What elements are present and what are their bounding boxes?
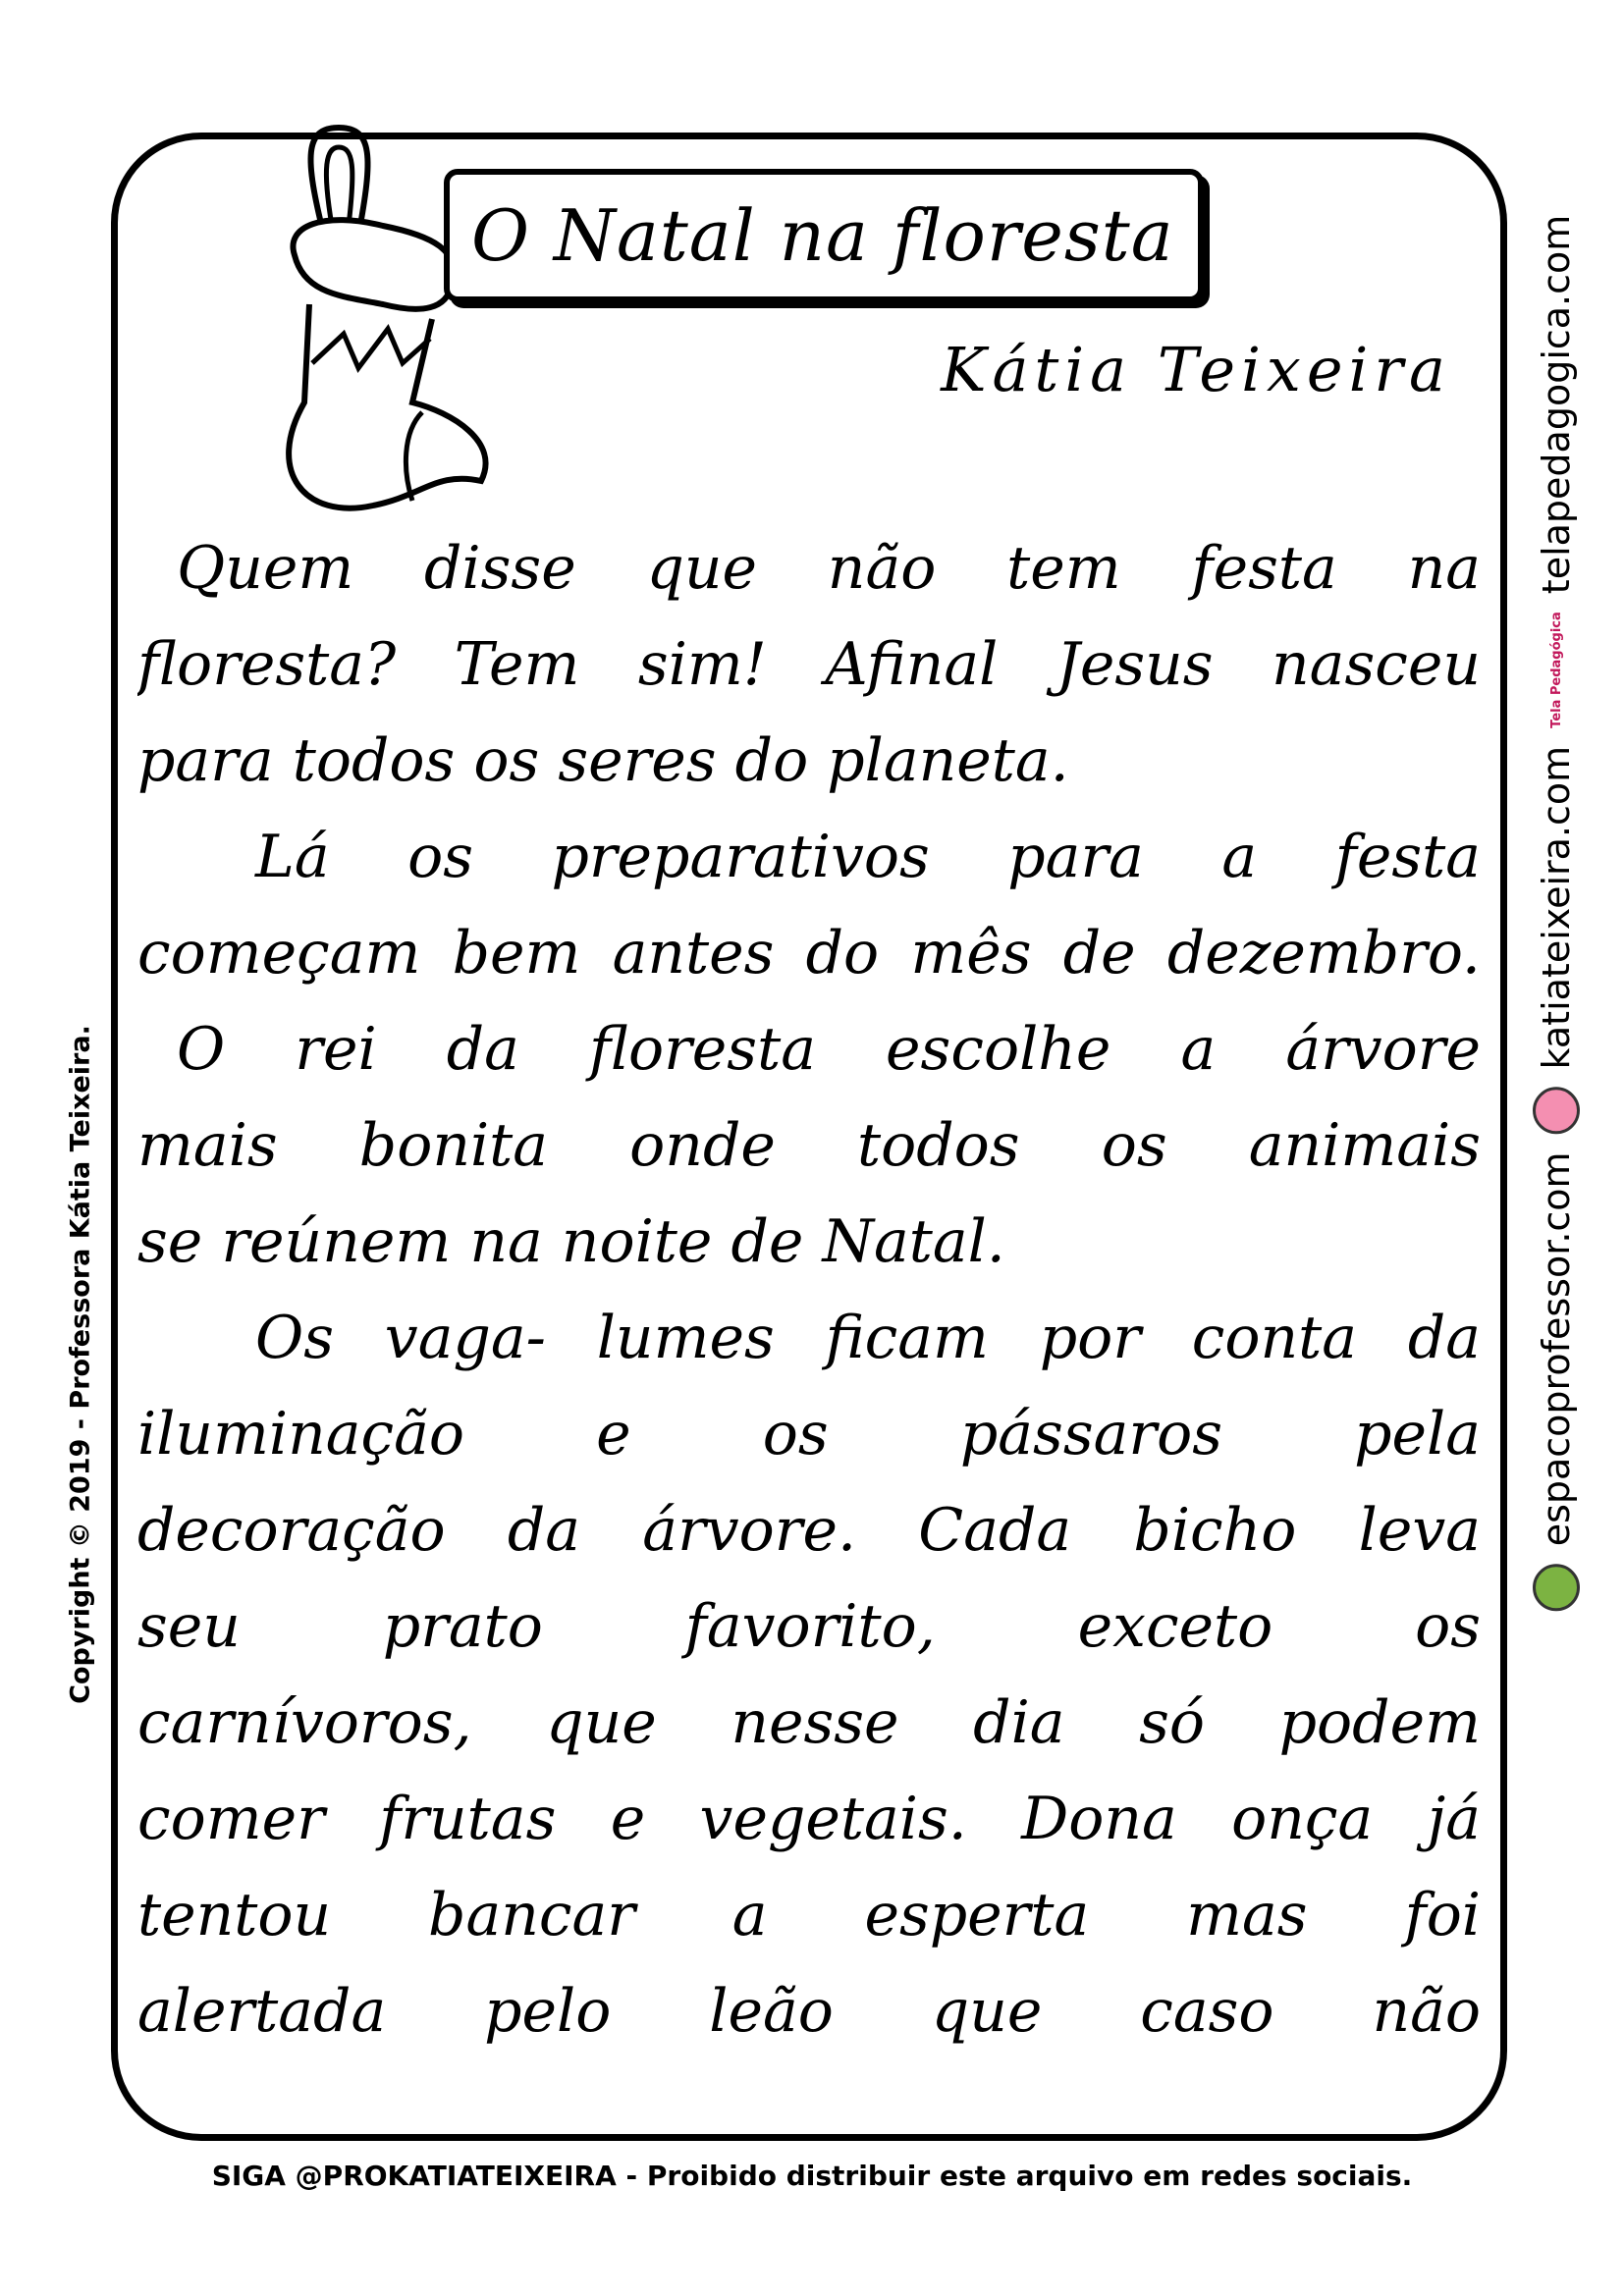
text-line: começam bem antes do mês de dezembro. [137,919,1481,988]
text-line: mais bonita onde todos os animais [137,1111,1481,1180]
telapedagogica-logo: Tela Pedagógica [1548,612,1564,728]
site-espacoprofessor[interactable]: espacoprofessor.com [1535,1151,1578,1547]
text-line: iluminação e os pássaros pela [137,1400,1481,1468]
espacoprofessor-logo-icon [1533,1564,1580,1611]
text-line: para todos os seres do planeta. [137,726,1069,795]
footer-notice: SIGA @PROKATIATEIXEIRA - Proibido distribuir este arquivo em redes sociais. [211,2160,1413,2192]
story-author: Kátia Teixeira [941,334,1451,405]
title-box [444,169,1204,302]
text-line: tentou bancar a esperta mas foi [137,1881,1481,1949]
site-telapedagogica[interactable]: telapedagogica.com [1535,214,1578,595]
text-line: floresta? Tem sim! Afinal Jesus nasceu [137,630,1481,699]
copyright-notice [59,1021,102,1708]
text-line: comer frutas e vegetais. Dona onça já [137,1785,1481,1853]
text-line: Quem disse que não tem festa na [177,534,1481,603]
text-line: carnívoros, que nesse dia só podem [137,1688,1481,1757]
text-line: Lá os preparativos para a festa [255,823,1481,891]
text-line: alertada pelo leão que caso não [137,1977,1481,2046]
katiateixeira-logo-icon [1533,1087,1580,1134]
text-line: se reúnem na noite de Natal. [137,1207,1005,1276]
text-line: seu prato favorito, exceto os [137,1592,1481,1661]
text-line: decoração da árvore. Cada bicho leva [137,1496,1481,1565]
text-line: O rei da floresta escolhe a árvore [177,1015,1481,1084]
story-text [137,520,1481,2059]
site-katiateixeira[interactable]: katiateixeira.com [1535,745,1578,1070]
copyright-text: Copyright © 2019 - Professora Kátia Teixeira. [65,1025,96,1704]
story-title: O Natal na floresta [471,194,1174,277]
website-strip [1522,196,1591,1629]
text-line: Os vaga- lumes ficam por conta da [255,1304,1481,1372]
